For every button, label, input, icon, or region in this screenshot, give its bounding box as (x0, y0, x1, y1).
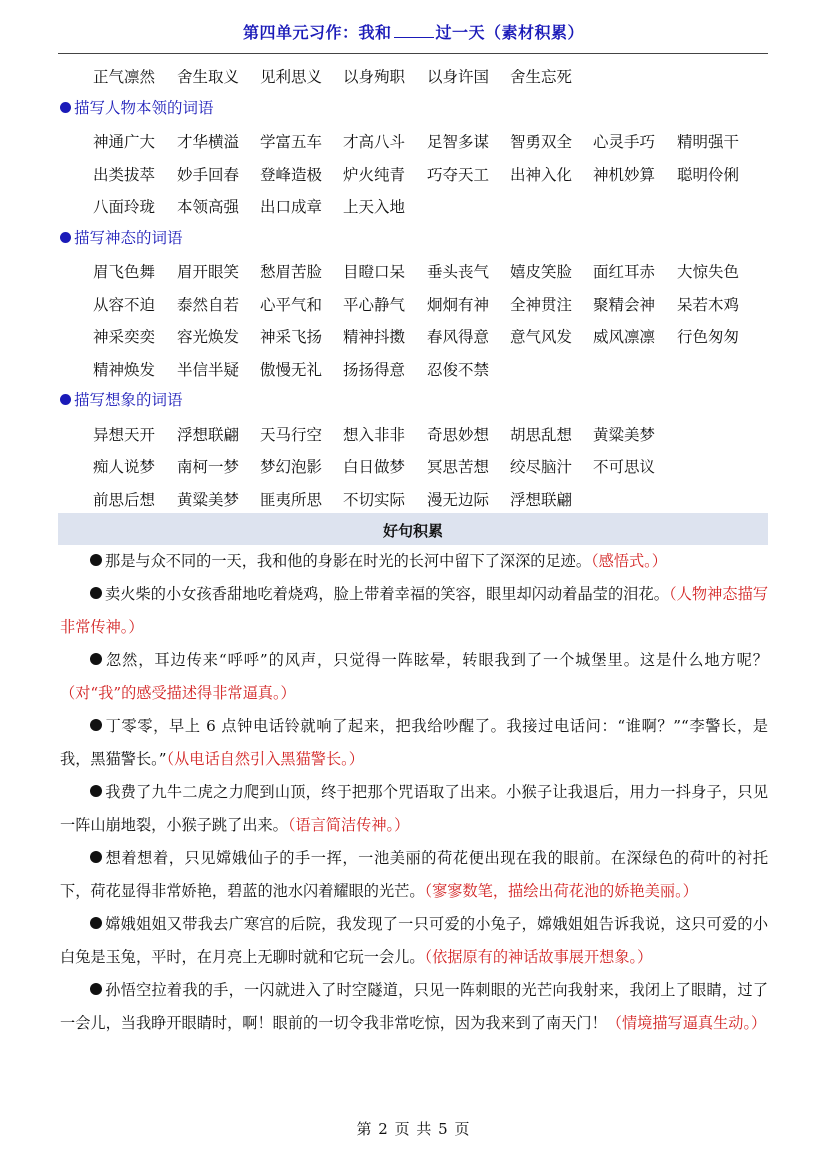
word-item: 嬉皮笑脸 (510, 263, 573, 281)
word-item: 南柯一梦 (177, 458, 240, 476)
sentence-item (60, 578, 768, 644)
word-item: 愁眉苦脸 (260, 263, 323, 281)
word-item: 精神焕发 (93, 360, 156, 379)
word-item: 忍俊不禁 (427, 360, 490, 379)
word-item: 上天入地 (343, 198, 406, 216)
word-item: 足智多谋 (427, 133, 490, 151)
word-item: 才华横溢 (177, 133, 240, 151)
word-item: 半信半疑 (177, 360, 240, 379)
word-item: 本领高强 (177, 198, 240, 216)
word-item: 聪明伶俐 (677, 165, 740, 184)
word-item: 异想天开 (93, 425, 156, 444)
bullet-icon (60, 394, 71, 405)
word-item: 浮想联翩 (177, 425, 240, 444)
sentence-item (60, 776, 768, 842)
word-item: 不切实际 (343, 490, 406, 509)
word-item: 舍生取义 (177, 68, 240, 86)
word-item: 想入非非 (343, 425, 406, 444)
word-item: 八面玲珑 (93, 198, 156, 216)
word-item: 不可思议 (593, 458, 656, 476)
bullet-icon (90, 554, 102, 566)
word-item: 痴人说梦 (93, 458, 156, 476)
word-item: 精神抖擞 (343, 328, 406, 346)
sentence-comment: （依据原有的神话故事展开想象。） (424, 948, 653, 966)
sentence-item (60, 842, 768, 908)
word-item: 学富五车 (260, 133, 323, 151)
sentence-comment: （情境描写逼真生动。） (606, 1014, 767, 1032)
word-item: 从容不迫 (93, 295, 156, 314)
header-rule (58, 53, 768, 54)
word-item: 心灵手巧 (593, 133, 656, 151)
bullet-icon (90, 653, 102, 665)
word-item: 意气风发 (510, 328, 573, 346)
section-title: 好句积累 (382, 522, 443, 540)
bullet-icon (90, 719, 102, 731)
bullet-icon (60, 232, 71, 243)
word-item: 心平气和 (260, 295, 323, 314)
category-title: 描写神态的词语 (74, 228, 183, 247)
word-item: 神采奕奕 (93, 328, 156, 346)
sentence-text: 嫦娥姐姐又带我去广寒宫的后院，我发现了一只可爱的小兔子，嫦娥姐姐告诉我说，这只可爱的小白兔是玉兔，平时，在月亮上无聊时就和它玩一会儿。 (60, 915, 768, 966)
word-item: 白日做梦 (343, 458, 406, 476)
section-band (58, 513, 768, 545)
word-item: 面红耳赤 (593, 263, 656, 281)
word-item: 目瞪口呆 (343, 263, 406, 281)
sentence-text: 孙悟空拉着我的手，一闪就进入了时空隧道，只见一阵刺眼的光芒向我射来，我闭上了眼睛，过了一会儿，当我睁开眼睛时，啊！眼前的一切令我非常吃惊，因为我来到了南天门！ (60, 981, 768, 1032)
word-item: 浮想联翩 (510, 490, 573, 509)
bullet-icon (60, 102, 71, 113)
word-item: 黄粱美梦 (177, 490, 240, 509)
word-item: 漫无边际 (427, 490, 490, 509)
word-item: 正气凛然 (93, 68, 156, 86)
word-item: 以身殉职 (343, 68, 406, 86)
category-title: 描写人物本领的词语 (74, 98, 214, 117)
word-item: 呆若木鸡 (677, 295, 740, 314)
page-title (0, 20, 827, 43)
word-item: 冥思苦想 (427, 458, 490, 476)
word-item: 见利思义 (260, 68, 323, 86)
sentence-item (60, 908, 768, 974)
word-item: 傲慢无礼 (260, 360, 323, 379)
word-item: 炉火纯青 (343, 165, 406, 184)
word-item: 出类拔萃 (93, 165, 156, 184)
sentence-text: 那是与众不同的一天，我和他的身影在时光的长河中留下了深深的足迹。 (105, 552, 591, 570)
sentence-comment: （对“我”的感受描述得非常逼真。） (60, 684, 296, 702)
bullet-icon (90, 983, 102, 995)
category-heading (60, 96, 214, 118)
sentence-comment: （从电话自然引入黑猫警长。） (166, 750, 364, 768)
word-item: 智勇双全 (510, 133, 573, 151)
word-item: 巧夺天工 (427, 165, 490, 184)
word-item: 神采飞扬 (260, 328, 323, 346)
word-item: 春风得意 (427, 328, 490, 346)
word-item: 前思后想 (93, 490, 156, 509)
bullet-icon (90, 851, 102, 863)
word-item: 容光焕发 (177, 328, 240, 346)
word-item: 眉飞色舞 (93, 263, 156, 281)
sentence-text: 忽然，耳边传来“呼呼”的风声，只觉得一阵眩晕，转眼我到了一个城堡里。这是什么地方呢？ (105, 651, 768, 669)
sentence-item (60, 710, 768, 776)
word-item: 黄粱美梦 (593, 425, 656, 444)
title-part-1: 第四单元习作：我和 (242, 23, 392, 42)
word-item: 神通广大 (93, 133, 156, 151)
word-item: 天马行空 (260, 425, 323, 444)
sentence-item (60, 545, 768, 578)
sentence-text: 想着想着，只见嫦娥仙子的手一挥，一池美丽的荷花便出现在我的眼前。在深绿色的荷叶的衬托下，荷花显得非常娇艳，碧蓝的池水闪着耀眼的光芒。 (60, 849, 768, 900)
sentence-comment: （语言简洁传神。） (287, 816, 410, 834)
word-item: 胡思乱想 (510, 425, 573, 444)
word-item: 以身许国 (427, 68, 490, 86)
word-item: 绞尽脑汁 (510, 458, 573, 476)
word-item: 精明强干 (677, 133, 740, 151)
sentence-item (60, 974, 768, 1040)
bullet-icon (90, 785, 102, 797)
bullet-icon (90, 587, 102, 599)
word-item: 扬扬得意 (343, 360, 406, 379)
word-item: 舍生忘死 (510, 68, 573, 86)
sentence-text: 丁零零，早上 6 点钟电话铃就响了起来，把我给吵醒了。我接过电话问：“谁啊？”“李警长，是我，黑猫警长。” (60, 717, 768, 768)
word-item: 梦幻泡影 (260, 458, 323, 476)
word-item: 威风凛凛 (593, 328, 656, 346)
word-item: 眉开眼笑 (177, 263, 240, 281)
category-heading (60, 388, 183, 410)
word-item: 炯炯有神 (427, 295, 490, 314)
sentence-comment: （寥寥数笔，描绘出荷花池的娇艳美丽。） (424, 882, 698, 900)
sentence-text: 卖火柴的小女孩香甜地吃着烧鸡，脸上带着幸福的笑容，眼里却闪动着晶莹的泪花。 (105, 585, 669, 603)
bullet-icon (90, 917, 102, 929)
word-item: 平心静气 (343, 295, 406, 314)
word-item: 出口成章 (260, 198, 323, 216)
word-item: 神机妙算 (593, 165, 656, 184)
title-part-2: 过一天（素材积累） (435, 23, 585, 42)
word-item: 登峰造极 (260, 165, 323, 184)
word-item: 泰然自若 (177, 295, 240, 314)
word-item: 大惊失色 (677, 263, 740, 281)
category-heading (60, 226, 183, 248)
word-item: 匪夷所思 (260, 490, 323, 509)
word-item: 出神入化 (510, 165, 573, 184)
title-blank (394, 23, 434, 38)
sentence-comment: （感悟式。） (591, 552, 667, 570)
word-item: 全神贯注 (510, 295, 573, 314)
category-title: 描写想象的词语 (74, 391, 183, 409)
word-item: 妙手回春 (177, 165, 240, 184)
sentence-comment: （人物神态描写非常传神。） (60, 585, 769, 636)
sentence-item (60, 644, 768, 710)
sentence-text: 我费了九牛二虎之力爬到山顶，终于把那个咒语取了出来。小猴子让我退后，用力一抖身子，只见一阵山崩地裂，小猴子跳了出来。 (60, 783, 768, 834)
word-item: 垂头丧气 (427, 263, 490, 281)
word-item: 奇思妙想 (427, 425, 490, 444)
page-footer: 第 2 页 共 5 页 (356, 1120, 471, 1138)
word-item: 才高八斗 (343, 133, 406, 151)
word-item: 行色匆匆 (677, 328, 740, 346)
word-item: 聚精会神 (593, 295, 656, 314)
